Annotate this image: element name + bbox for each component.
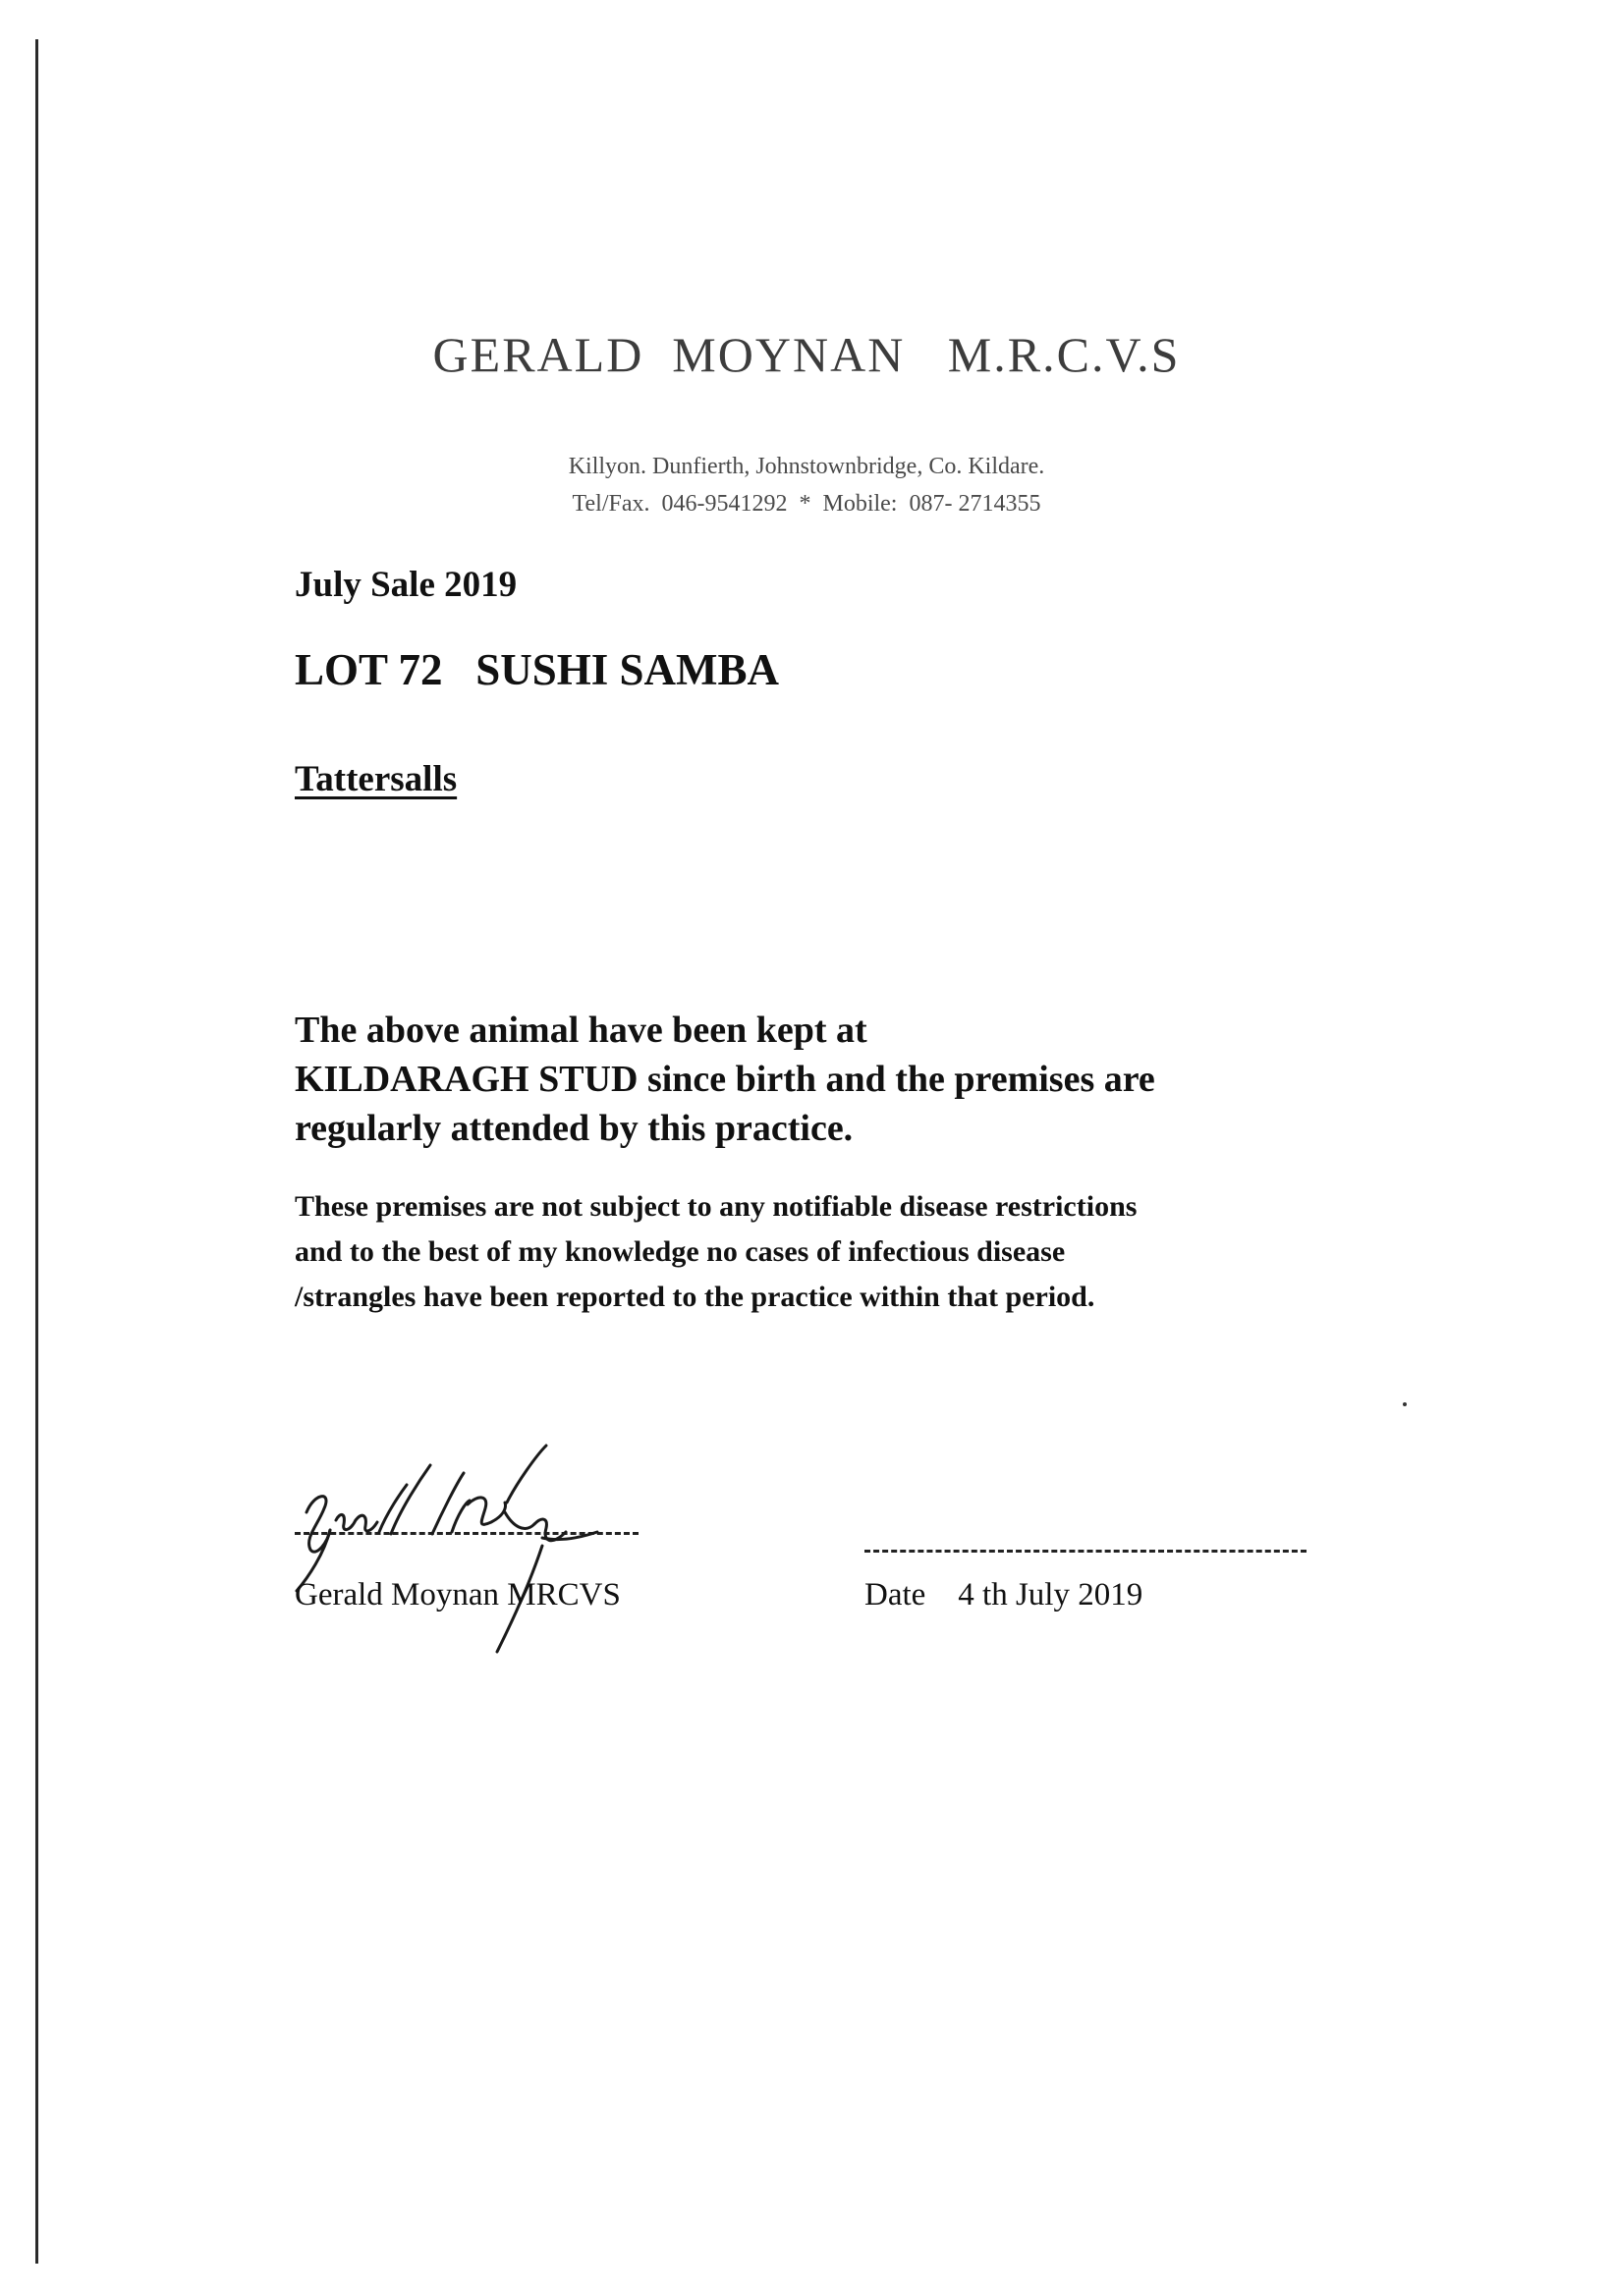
disclaimer-paragraph	[295, 1184, 1395, 1320]
handwritten-signature	[285, 1444, 697, 1660]
date-spacer	[925, 1577, 958, 1613]
signer-name: Gerald Moynan MRCVS	[295, 1577, 621, 1613]
statement-line: KILDARAGH STUD since birth and the premises are	[295, 1059, 1155, 1100]
letterhead-name: GERALD MOYNAN M.R.C.V.S	[432, 327, 1181, 382]
date-value: 4 th July 2019	[958, 1577, 1143, 1613]
disclaimer-line: These premises are not subject to any notifiable disease restrictions	[295, 1190, 1138, 1223]
date-line	[864, 1550, 1307, 1553]
disclaimer-line: /strangles have been reported to the practice within that period.	[295, 1281, 1095, 1313]
auction-house-name: Tattersalls	[295, 759, 458, 799]
lot-heading: LOT 72 SUSHI SAMBA	[295, 645, 780, 694]
statement-line: The above animal have been kept at	[295, 1010, 867, 1051]
date-label: Date	[864, 1577, 926, 1613]
letterhead-address: Killyon. Dunfierth, Johnstownbridge, Co. Kildare.	[568, 454, 1045, 479]
letterhead-phones: Tel/Fax. 046-9541292 * Mobile: 087- 2714355	[572, 491, 1041, 517]
date-field	[864, 1577, 1142, 1613]
sale-title: July Sale 2019	[295, 565, 518, 605]
statement-paragraph	[295, 1006, 1375, 1153]
statement-line: regularly attended by this practice.	[295, 1108, 854, 1149]
scan-speck	[1403, 1402, 1407, 1406]
disclaimer-line: and to the best of my knowledge no cases of infectious disease	[295, 1235, 1066, 1268]
